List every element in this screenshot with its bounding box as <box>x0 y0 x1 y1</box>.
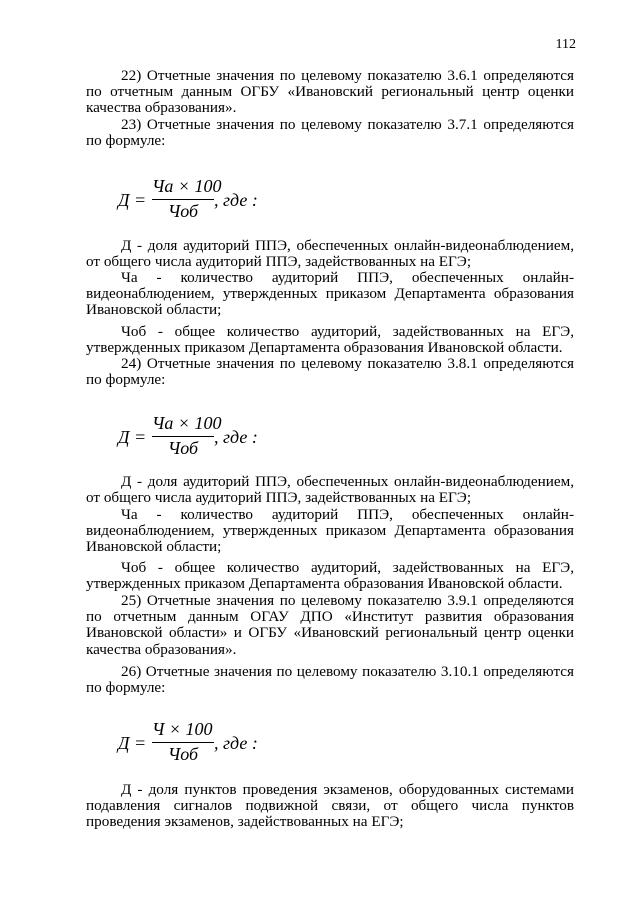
fraction-bar <box>152 436 214 437</box>
paragraph-25: 25) Отчетные значения по целевому показателю 3.9.1 определяются по отчетным данным ОГАУ ДПО «Институт развития образования Ивановской области» и ОГБУ «Ивановский региональный центр оценки качества образования». <box>86 592 574 658</box>
formula-suffix: , где : <box>214 190 258 210</box>
formula-suffix: , где : <box>214 427 258 447</box>
definition-cha-2: Ча - количество аудиторий ППЭ, обеспеченных онлайн-видеонаблюдением, утвержденных приказом Департамента образования Ивановской области; <box>86 506 574 556</box>
formula-1 <box>118 176 418 226</box>
definition-d-2: Д - доля аудиторий ППЭ, обеспеченных онлайн-видеонаблюдением, от общего числа аудиторий ППЭ, задействованных на ЕГЭ; <box>86 473 574 507</box>
fraction-bar <box>152 742 214 743</box>
formula-lhs: Д = <box>118 190 147 210</box>
formula-lhs: Д = <box>118 427 147 447</box>
formula-numerator: Ча × 100 <box>152 413 222 433</box>
definition-cha-1: Ча - количество аудиторий ППЭ, обеспеченных онлайн-видеонаблюдением, утвержденных приказом Департамента образования Ивановской области; <box>86 269 574 319</box>
definition-d-1: Д - доля аудиторий ППЭ, обеспеченных онлайн-видеонаблюдением, от общего числа аудиторий ППЭ, задействованных на ЕГЭ; <box>86 237 574 271</box>
formula-numerator: Ч × 100 <box>152 719 213 739</box>
page-number: 112 <box>555 37 576 52</box>
formula-numerator: Ча × 100 <box>152 176 222 196</box>
formula-lhs: Д = <box>118 733 147 753</box>
definition-d-3: Д - доля пунктов проведения экзаменов, оборудованных системами подавления сигналов подвижной связи, от общего числа пунктов проведения экзаменов, задействованных на ЕГЭ; <box>86 781 574 831</box>
formula-suffix: , где : <box>214 733 258 753</box>
definition-chob-1: Чоб - общее количество аудиторий, задействованных на ЕГЭ, утвержденных приказом Департамента образования Ивановской области. <box>86 323 574 357</box>
paragraph-26: 26) Отчетные значения по целевому показателю 3.10.1 определяются по формуле: <box>86 663 574 697</box>
formula-denominator: Чоб <box>167 201 199 221</box>
paragraph-22: 22) Отчетные значения по целевому показателю 3.6.1 определяются по отчетным данным ОГБУ «Ивановский региональный центр оценки качества образования». <box>86 67 574 117</box>
formula-denominator: Чоб <box>167 438 199 458</box>
formula-denominator: Чоб <box>167 744 199 764</box>
paragraph-24: 24) Отчетные значения по целевому показателю 3.8.1 определяются по формуле: <box>86 355 574 389</box>
definition-chob-2: Чоб - общее количество аудиторий, задействованных на ЕГЭ, утвержденных приказом Департамента образования Ивановской области. <box>86 559 574 593</box>
formula-2 <box>118 413 418 463</box>
formula-3 <box>118 719 418 769</box>
fraction-bar <box>152 199 214 200</box>
paragraph-23: 23) Отчетные значения по целевому показателю 3.7.1 определяются по формуле: <box>86 116 574 150</box>
